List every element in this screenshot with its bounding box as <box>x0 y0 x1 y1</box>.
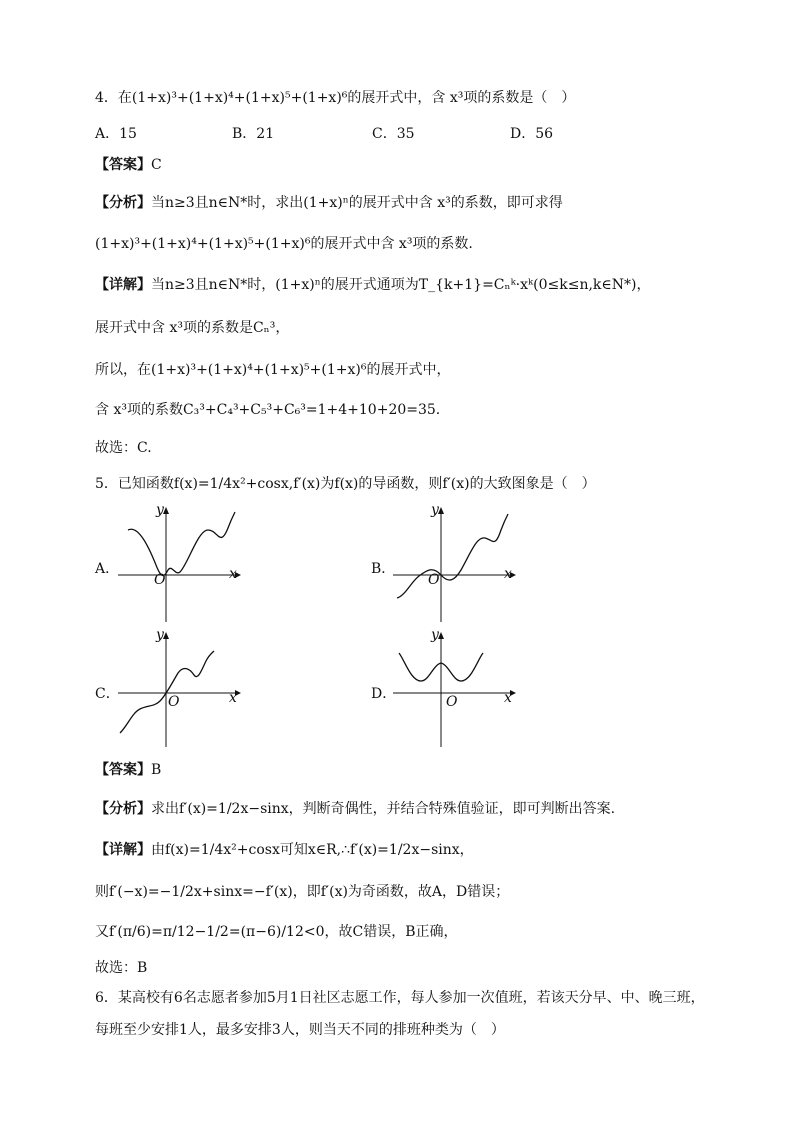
q4-detail-1 <box>95 275 650 295</box>
graph-a-label: A． <box>95 561 120 577</box>
q5-choose: 故选：B <box>95 960 148 976</box>
q4-stem-expr: (1+x)³+(1+x)⁴+(1+x)⁵+(1+x)⁶ <box>131 90 348 106</box>
graph-d-y-label: y <box>431 627 439 643</box>
answer-tag: 【答案】 <box>95 157 151 173</box>
graph-c-x-label: x <box>229 690 237 706</box>
analysis-tag: 【分析】 <box>95 801 151 817</box>
q4-option-d: D．56 <box>510 126 554 142</box>
graph-b-origin: O <box>428 572 440 588</box>
answer-value: B <box>151 762 162 778</box>
detail-text: 当n≥3且n∈N*时，(1+x)ⁿ的展开式通项为T_{k+1}=Cₙᵏ·xᵏ(0≤k≤n,k∈N*)， <box>151 277 651 293</box>
graph-c-label: C． <box>95 686 120 702</box>
graph-c-y-label: y <box>156 627 164 643</box>
q4-option-c: C．35 <box>372 126 415 142</box>
q5-stem: 5．已知函数f(x)=1/4x²+cosx,f′(x)为f(x)的导函数，则f′(x)的大致图象是（ ） <box>95 476 596 492</box>
graph-c-origin: O <box>168 694 180 710</box>
q4-stem <box>95 88 575 108</box>
q4-analysis-2: (1+x)³+(1+x)⁴+(1+x)⁵+(1+x)⁶的展开式中含 x³项的系数. <box>95 236 473 252</box>
graph-b <box>385 500 525 625</box>
answer-tag: 【答案】 <box>95 762 151 778</box>
detail-tag: 【详解】 <box>95 277 151 293</box>
graph-d-x-label: x <box>504 690 512 706</box>
q4-option-b: B．21 <box>232 126 275 142</box>
graph-a <box>110 500 250 625</box>
q4-detail-2: 展开式中含 x³项的系数是Cₙ³， <box>95 320 290 336</box>
q5-detail-2: 则f′(−x)=−1/2x+sinx=−f′(x)，即f′(x)为奇函数，故A，D错误； <box>95 884 510 900</box>
q4-stem-suffix: 的展开式中，含 x³项的系数是（ ） <box>347 90 576 106</box>
graph-d-label: D． <box>371 686 397 702</box>
graph-b-x-label: x <box>504 566 512 582</box>
detail-text: 由f(x)=1/4x²+cosx可知x∈R,∴f′(x)=1/2x−sinx， <box>151 842 474 858</box>
graph-d <box>385 625 525 750</box>
q4-choose: 故选：C. <box>95 440 152 456</box>
q6-line-2: 每班至少安排1人，最多安排3人，则当天不同的排班种类为（ ） <box>95 1022 505 1038</box>
detail-tag: 【详解】 <box>95 842 151 858</box>
graph-b-y-label: y <box>431 502 439 518</box>
graph-a-x-label: x <box>229 566 237 582</box>
graph-b-label: B． <box>371 561 396 577</box>
q4-option-a: A．15 <box>95 126 137 142</box>
q4-detail-4: 含 x³项的系数C₃³+C₄³+C₅³+C₆³=1+4+10+20=35. <box>95 402 441 418</box>
graph-a-origin: O <box>154 572 166 588</box>
graph-c <box>110 625 250 750</box>
q6-line-1: 6．某高校有6名志愿者参加5月1日社区志愿工作，每人参加一次值班，若该天分早、中、晚三班， <box>95 990 705 1006</box>
q4-answer <box>95 155 162 175</box>
q5-analysis <box>95 799 615 819</box>
q5-detail-1 <box>95 840 474 860</box>
analysis-text: 当n≥3且n∈N*时，求出(1+x)ⁿ的展开式中含 x³的系数，即可求得 <box>151 195 563 211</box>
graph-a-y-label: y <box>156 502 164 518</box>
answer-value: C <box>151 157 162 173</box>
graph-d-origin: O <box>446 694 458 710</box>
analysis-tag: 【分析】 <box>95 195 151 211</box>
analysis-text: 求出f′(x)=1/2x−sinx，判断奇偶性，并结合特殊值验证，即可判断出答案. <box>151 801 616 817</box>
q4-stem-prefix: 4．在 <box>95 90 132 106</box>
q5-answer <box>95 760 161 780</box>
q4-analysis-1 <box>95 193 563 213</box>
q5-detail-3: 又f′(π/6)=π/12−1/2=(π−6)/12<0，故C错误，B正确， <box>95 924 458 940</box>
q4-detail-3: 所以，在(1+x)³+(1+x)⁴+(1+x)⁵+(1+x)⁶的展开式中， <box>95 362 451 378</box>
